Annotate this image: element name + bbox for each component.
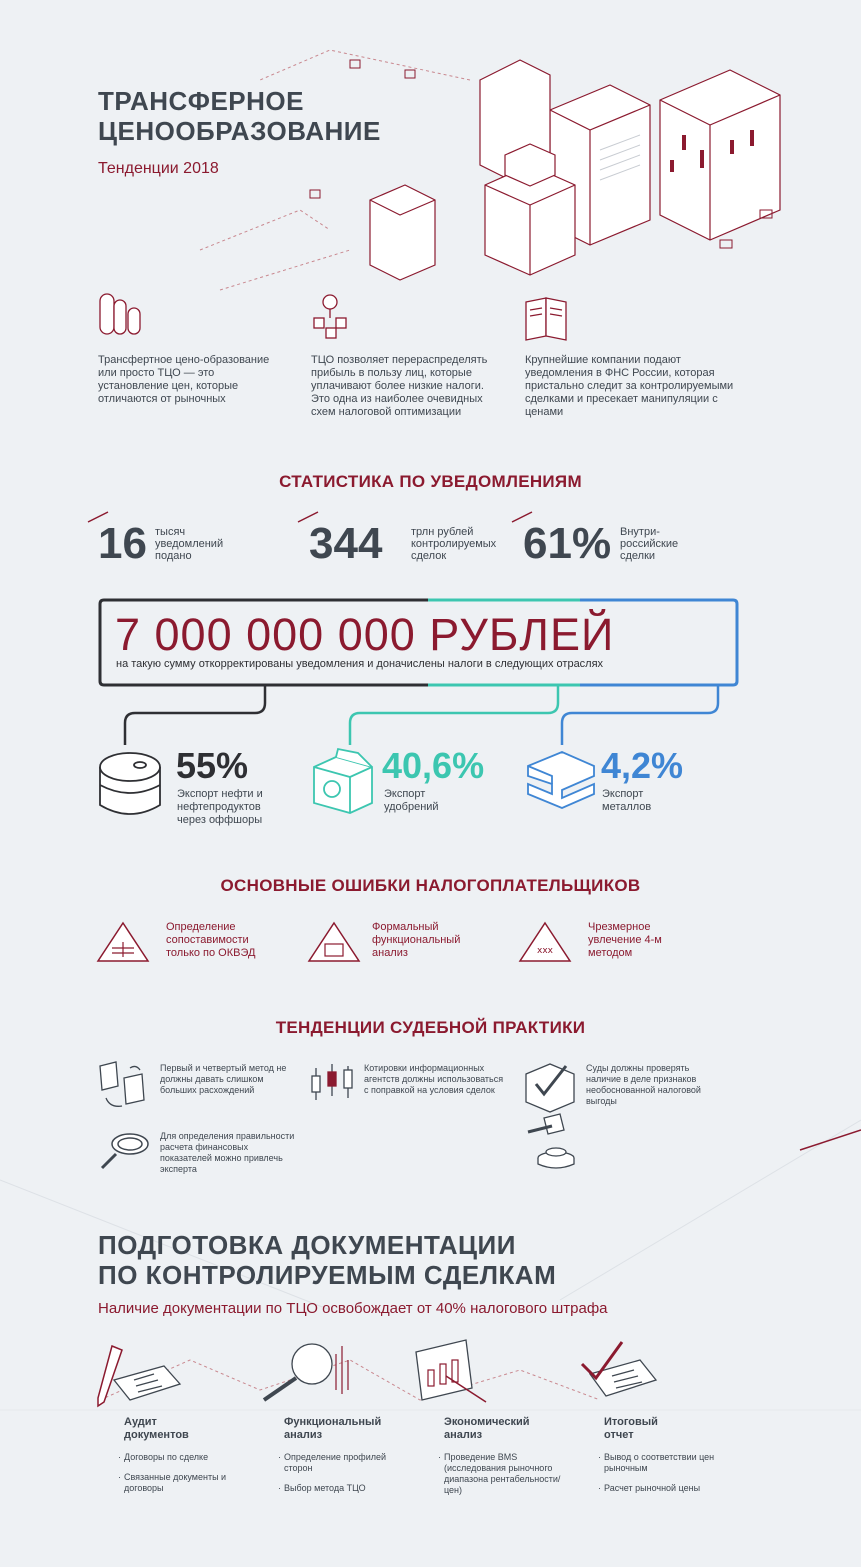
page-title-line1: ТРАНСФЕРНОЕ	[98, 86, 304, 116]
stat-label-3: Внутри-российские сделки	[620, 526, 679, 562]
step-title-1: Аудит документов	[124, 1416, 189, 1441]
city-illustration	[290, 40, 810, 290]
stat-label-1: тысяч уведомлений подано	[155, 526, 224, 562]
oil-barrel-icon	[94, 745, 166, 825]
sector-label-2: Экспорт удобрений	[384, 788, 439, 813]
step-title-4: Итоговый отчет	[604, 1416, 658, 1441]
stat-number-3: 61%	[523, 519, 612, 568]
page-subtitle: Тенденции 2018	[98, 160, 219, 177]
cylinders-icon	[96, 288, 146, 340]
banner-amount: 7 000 000 000 РУБЛЕЙ	[115, 609, 615, 660]
sector-label-1: Экспорт нефти и нефтепродуктов через оффшоры	[177, 788, 263, 826]
step-title-2: Функциональный анализ	[284, 1416, 382, 1441]
metal-beam-icon	[522, 748, 600, 820]
pen-tablet-icon	[94, 1340, 184, 1410]
warning-table-icon	[96, 920, 150, 964]
presentation-board-icon	[410, 1336, 500, 1410]
step-bullets-2	[278, 1452, 408, 1503]
magnifier-chart-icon	[256, 1340, 356, 1410]
step3-bullet-1: · Проведение BMS (исследования рыночного диапазона рентабельности/цен)	[438, 1452, 578, 1496]
stat-number-2: 344	[309, 519, 383, 568]
sector-percent-3: 4,2%	[601, 745, 684, 786]
ballot-check-icon	[522, 1058, 580, 1116]
svg-text:xxx: xxx	[537, 946, 553, 956]
court-text-2: Котировки информационных агентств должны использоваться с поправкой на условия сделок	[364, 1063, 504, 1095]
error-text-1: Определение сопоставимости только по ОКВЭД	[166, 921, 256, 959]
fertilizer-bag-icon	[308, 745, 378, 817]
stats-title: СТАТИСТИКА ПО УВЕДОМЛЕНИЯМ	[279, 472, 582, 491]
intro-text-1: Трансфертное цено-образование или просто ТЦО — это установление цен, которые отличаются от рыночных	[98, 354, 270, 405]
step1-bullet-1: · Договоры по сделке	[118, 1452, 248, 1463]
sector-percent-1: 55%	[176, 745, 249, 786]
exchange-docs-icon	[96, 1060, 152, 1112]
candles-chart-icon	[306, 1062, 360, 1106]
errors-title: ОСНОВНЫЕ ОШИБКИ НАЛОГОПЛАТЕЛЬЩИКОВ	[220, 876, 641, 895]
step2-bullet-2: · Выбор метода ТЦО	[278, 1483, 408, 1494]
court-title: ТЕНДЕНЦИИ СУДЕБНОЙ ПРАКТИКИ	[275, 1018, 586, 1037]
step4-bullet-2: · Расчет рыночной цены	[598, 1483, 738, 1494]
network-cubes-icon	[308, 292, 356, 342]
court-text-4: Для определения правильности расчета финансовых показателей можно привлечь эксперта	[160, 1131, 295, 1174]
step1-bullet-2: · Связанные документы и договоры	[118, 1472, 248, 1494]
step2-bullet-1: · Определение профилей сторон	[278, 1452, 408, 1474]
magnifier-icon	[96, 1128, 156, 1174]
warning-box-icon	[307, 920, 361, 964]
docs-title-line1: ПОДГОТОВКА ДОКУМЕНТАЦИИ	[98, 1230, 516, 1260]
page-title-line2: ЦЕНООБРАЗОВАНИЕ	[98, 116, 381, 146]
docs-title-line2: ПО КОНТРОЛИРУЕМЫМ СДЕЛКАМ	[98, 1260, 557, 1290]
checkmark-tablet-icon	[576, 1336, 666, 1410]
step-bullets-1	[118, 1452, 248, 1503]
step4-bullet-1: · Вывод о соответствии цен рыночным	[598, 1452, 738, 1474]
step-bullets-4	[598, 1452, 738, 1503]
documents-icon	[522, 294, 572, 344]
error-text-3: Чрезмерное увлечение 4-м методом	[588, 921, 662, 959]
intro-text-2: ТЦО позволяет перераспределять прибыль в пользу лиц, которые уплачивают более низкие налоги. Это одна из наиболее очевидных схем налоговой оптимизации	[311, 354, 488, 418]
step-bullets-3	[438, 1452, 578, 1505]
sector-percent-2: 40,6%	[382, 745, 485, 786]
court-text-3: Суды должны проверять наличие в деле признаков необоснованной налоговой выгоды	[586, 1063, 701, 1106]
step-title-3: Экономический анализ	[444, 1416, 530, 1441]
stat-number-1: 16	[98, 519, 147, 568]
intro-text-3: Крупнейшие компании подают уведомления в ФНС России, которая пристально следит за контролируемыми сделками и пресекает манипуляции с ценами	[525, 354, 734, 418]
docs-subtitle: Наличие документации по ТЦО освобождает от 40% налогового штрафа	[98, 1300, 608, 1317]
court-text-1: Первый и четвертый метод не должны давать слишком больших расхождений	[160, 1063, 287, 1095]
banner-caption: на такую сумму откорректированы уведомления и доначислены налоги в следующих отраслях	[116, 658, 604, 670]
error-text-2: Формальный функциональный анализ	[372, 921, 461, 959]
stat-label-2: трлн рублей контролируемых сделок	[411, 526, 497, 562]
warning-cross-icon	[518, 920, 572, 964]
gavel-icon	[520, 1112, 580, 1170]
sector-label-3: Экспорт металлов	[602, 788, 652, 813]
